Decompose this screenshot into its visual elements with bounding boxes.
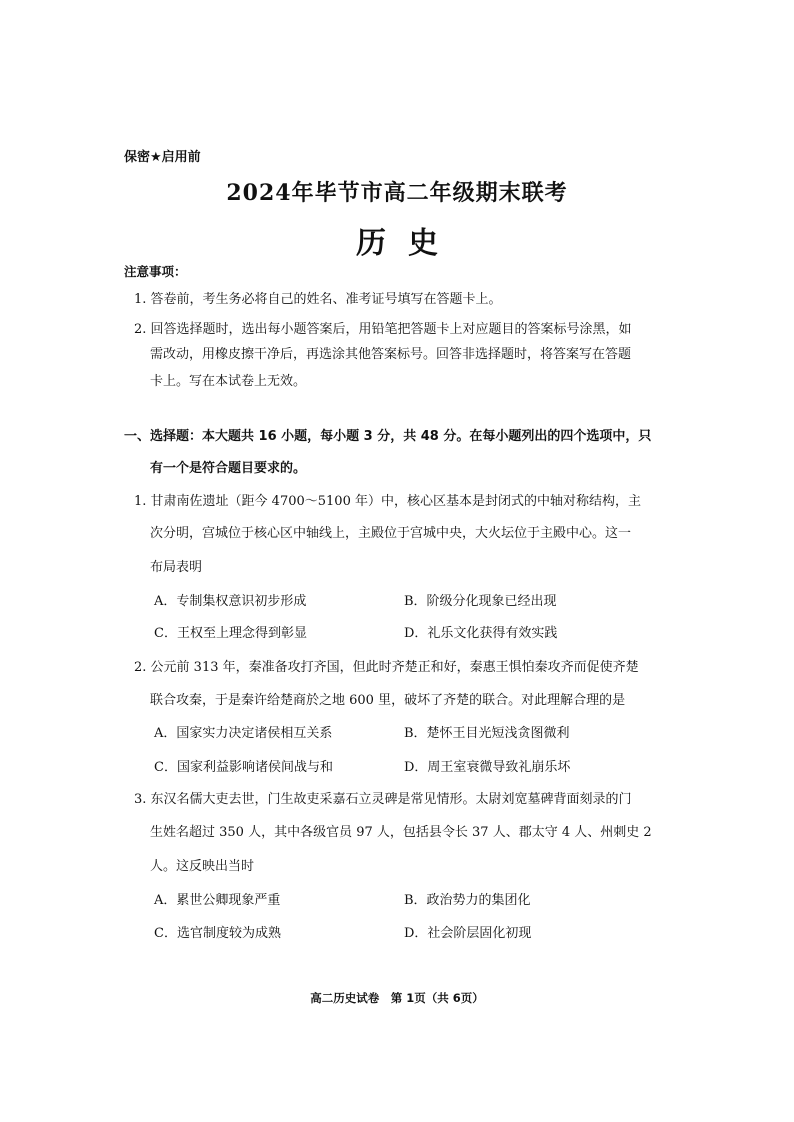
question-2-stem-line-2: 联合攻秦，于是秦许给楚商於之地 600 里，破坏了齐楚的联合。对此理解合理的是	[150, 693, 626, 708]
question-2-option-b: B．楚怀王目光短浅贪图微利	[404, 726, 570, 741]
question-1-stem-line-1: 1. 甘肃南佐遗址（距今 4700～5100 年）中，核心区基本是封闭式的中轴对称结构，主	[134, 494, 641, 509]
notice-heading: 注意事项：	[124, 264, 187, 279]
question-3-stem-line-3: 人。这反映出当时	[150, 859, 255, 874]
subject-title: 历史	[356, 226, 460, 261]
notice-item-2-line-2: 需改动，用橡皮擦干净后，再选涂其他答案标号。回答非选择题时，将答案写在答题	[150, 347, 632, 362]
question-2-option-a: A．国家实力决定诸侯相互关系	[154, 726, 333, 741]
question-2-stem-line-1: 2. 公元前 313 年，秦准备攻打齐国，但此时齐楚正和好，秦惠王惧怕秦攻齐而促使齐楚	[134, 660, 639, 675]
question-2-option-d: D．周王室衰微导致礼崩乐坏	[404, 760, 571, 775]
question-1-stem-line-3: 布局表明	[150, 560, 203, 575]
question-1-option-c: C．王权至上理念得到彰显	[154, 626, 307, 641]
confidential-mark: 保密★启用前	[124, 150, 201, 165]
question-3-option-a: A．累世公卿现象严重	[154, 893, 281, 908]
notice-item-2-line-3: 卡上。写在本试卷上无效。	[150, 374, 307, 389]
notice-item-2-line-1: 2. 回答选择题时，选出每小题答案后，用铅笔把答题卡上对应题目的答案标号涂黑，如	[134, 322, 632, 337]
notice-item-1: 1. 答卷前，考生务必将自己的姓名、准考证号填写在答题卡上。	[134, 292, 502, 307]
question-1-option-a: A．专制集权意识初步形成	[154, 594, 307, 609]
section-heading-line-1: 一、选择题：本大题共 16 小题，每小题 3 分，共 48 分。在每小题列出的四个选项中，只	[124, 429, 652, 444]
question-3-option-c: C．选官制度较为成熟	[154, 926, 281, 941]
question-3-option-d: D．社会阶层固化初现	[404, 926, 532, 941]
exam-title: 2024年毕节市高二年级期末联考	[226, 180, 568, 206]
question-2-option-c: C．国家利益影响诸侯间战与和	[154, 760, 333, 775]
question-3-option-b: B．政治势力的集团化	[404, 893, 531, 908]
question-3-stem-line-2: 生姓名超过 350 人，其中各级官员 97 人，包括县令长 37 人、郡太守 4 人、州刺史 2	[150, 825, 652, 840]
section-heading-line-2: 有一个是符合题目要求的。	[150, 461, 307, 476]
question-1-stem-line-2: 次分明，宫城位于核心区中轴线上，主殿位于宫城中央，大火坛位于主殿中心。这一	[150, 526, 632, 541]
question-3-stem-line-1: 3. 东汉名儒大吏去世，门生故吏采嘉石立灵碑是常见情形。太尉刘宽墓碑背面刻录的门	[134, 792, 632, 807]
question-1-option-b: B．阶级分化现象已经出现	[404, 594, 557, 609]
question-1-option-d: D．礼乐文化获得有效实践	[404, 626, 558, 641]
page-footer: 高二历史试卷 第 1页（共 6页）	[310, 991, 484, 1005]
